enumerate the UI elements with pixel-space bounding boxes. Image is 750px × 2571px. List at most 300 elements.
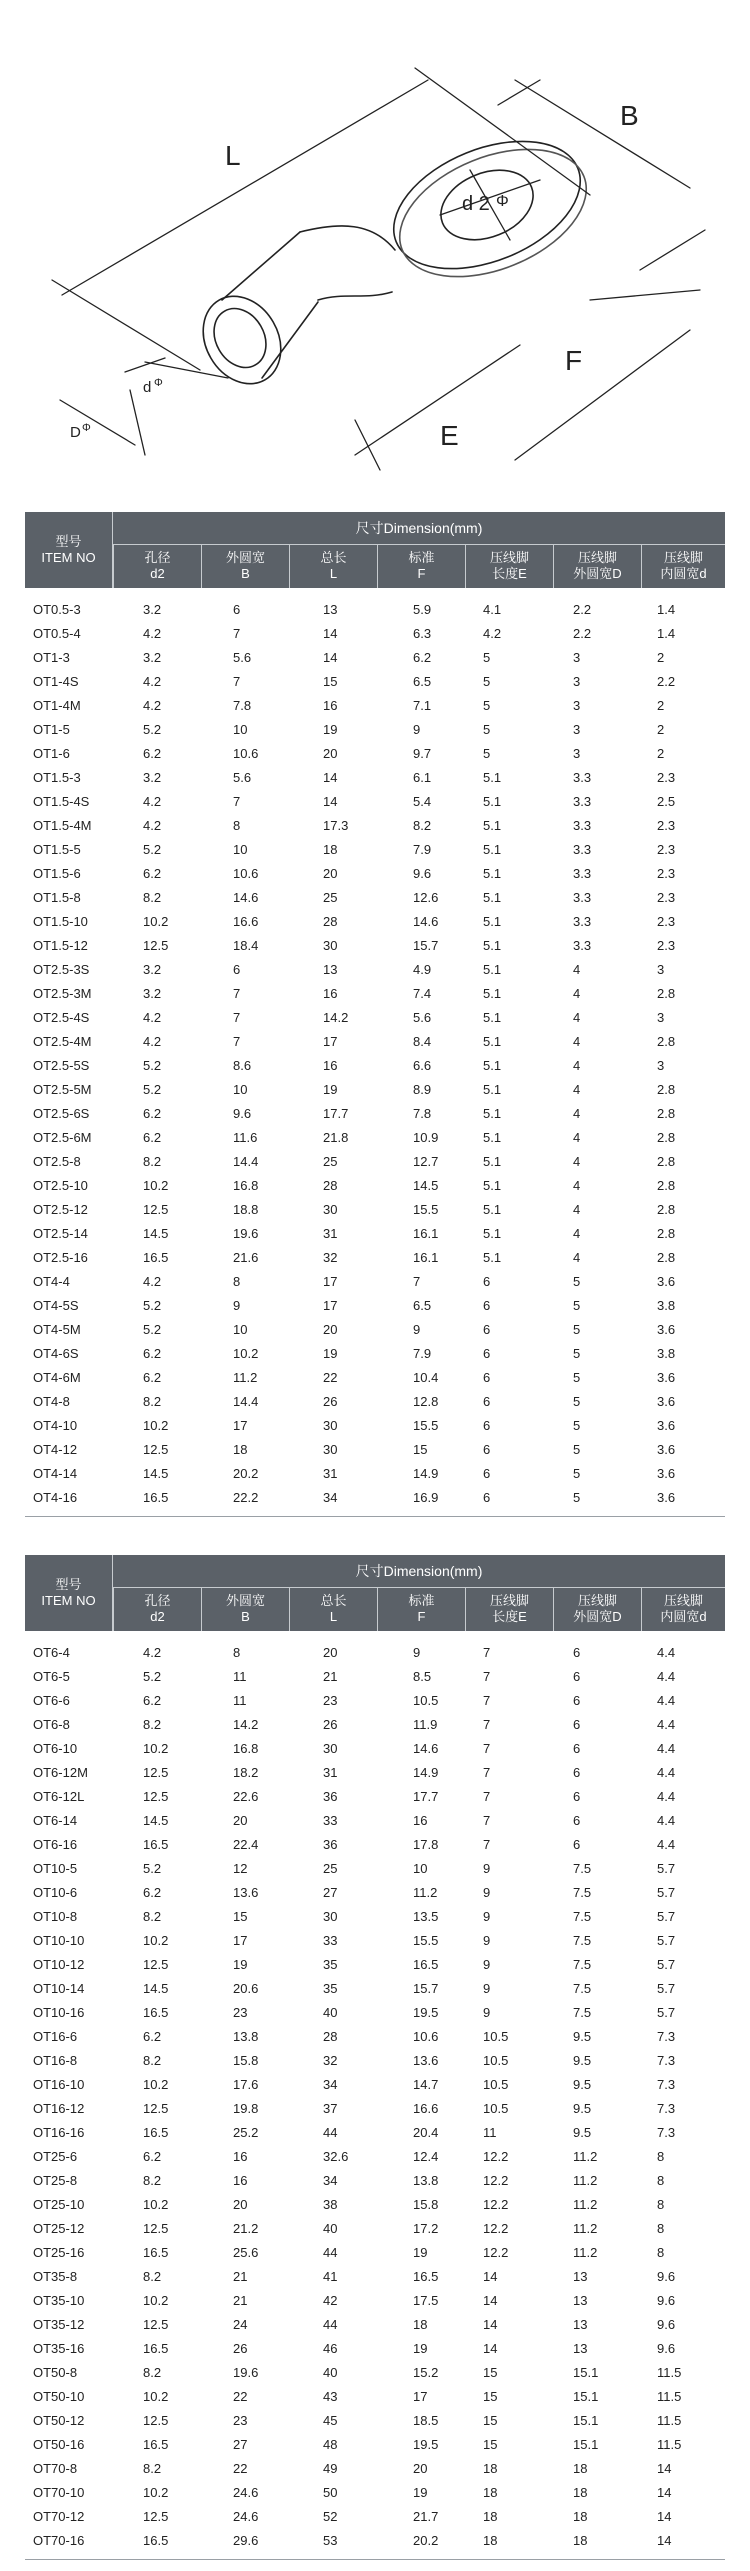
cell-B: 27 [233, 2437, 248, 2452]
table-row [25, 1078, 725, 1102]
cell-B: 14.4 [233, 1394, 259, 1409]
cell-L: 52 [323, 2509, 338, 2524]
cell-d2: 16.5 [143, 2341, 169, 2356]
table-row [25, 862, 725, 886]
cell-D: 4 [573, 1202, 581, 1217]
cell-d2: 5.2 [143, 1058, 162, 1073]
cell-E: 9 [483, 1981, 491, 1996]
table-row [25, 766, 725, 790]
cell-d: 2.8 [657, 1106, 676, 1121]
table-row [25, 1761, 725, 1785]
cell-L: 18 [323, 842, 338, 857]
cell-E: 12.2 [483, 2245, 509, 2260]
cell-L: 36 [323, 1837, 338, 1852]
cell-D: 9.5 [573, 2077, 592, 2092]
cell-model: OT35-12 [33, 2317, 85, 2332]
cell-E: 12.2 [483, 2173, 509, 2188]
cell-d2: 10.2 [143, 2389, 169, 2404]
cell-B: 7 [233, 1010, 241, 1025]
table-row [25, 1126, 725, 1150]
cell-D: 6 [573, 1669, 581, 1684]
cell-d: 2.3 [657, 914, 676, 929]
cell-D: 13 [573, 2293, 588, 2308]
header-model-en: ITEM NO [41, 550, 96, 565]
cell-L: 40 [323, 2221, 338, 2236]
cell-D: 6 [573, 1693, 581, 1708]
table-row [25, 1390, 725, 1414]
cell-E: 5.1 [483, 1202, 502, 1217]
cell-model: OT1.5-4M [33, 818, 92, 833]
cell-F: 16.1 [413, 1250, 439, 1265]
table-row [25, 2193, 725, 2217]
cell-L: 31 [323, 1226, 338, 1241]
cell-d: 2.8 [657, 1130, 676, 1145]
cell-D: 18 [573, 2509, 588, 2524]
cell-F: 14.6 [413, 1741, 439, 1756]
cell-F: 20.4 [413, 2125, 439, 2140]
cell-E: 7 [483, 1765, 491, 1780]
cell-F: 12.4 [413, 2149, 439, 2164]
cell-d2: 8.2 [143, 1909, 162, 1924]
cell-D: 6 [573, 1741, 581, 1756]
cell-B: 18.4 [233, 938, 259, 953]
cell-model: OT6-16 [33, 1837, 78, 1852]
cell-B: 19.6 [233, 2365, 259, 2380]
cell-D: 18 [573, 2461, 588, 2476]
cell-d: 2.8 [657, 986, 676, 1001]
header-model-en: ITEM NO [41, 1593, 96, 1608]
table-row [25, 1857, 725, 1881]
cell-E: 7 [483, 1741, 491, 1756]
cell-d2: 4.2 [143, 794, 162, 809]
cell-d: 2.5 [657, 794, 676, 809]
cell-d2: 5.2 [143, 842, 162, 857]
cell-E: 14 [483, 2341, 498, 2356]
cell-B: 20.2 [233, 1466, 259, 1481]
cell-model: OT0.5-4 [33, 626, 81, 641]
table-row [25, 1294, 725, 1318]
table-row [25, 1270, 725, 1294]
cell-d: 2.3 [657, 770, 676, 785]
cell-B: 22.6 [233, 1789, 259, 1804]
cell-L: 53 [323, 2533, 338, 2548]
cell-d2: 14.5 [143, 1226, 169, 1241]
cell-d2: 6.2 [143, 2029, 162, 2044]
cell-model: OT50-10 [33, 2389, 85, 2404]
cell-d2: 14.5 [143, 1466, 169, 1481]
cell-E: 5.1 [483, 1106, 502, 1121]
cell-E: 6 [483, 1346, 491, 1361]
cell-D: 5 [573, 1274, 581, 1289]
cell-d: 11.5 [657, 2365, 682, 2380]
cell-D: 5 [573, 1298, 581, 1313]
cell-F: 8.2 [413, 818, 432, 833]
cell-E: 18 [483, 2461, 498, 2476]
cell-d2: 10.2 [143, 1418, 169, 1433]
cell-B: 26 [233, 2341, 248, 2356]
cell-B: 22 [233, 2461, 248, 2476]
cell-model: OT50-12 [33, 2413, 85, 2428]
cell-d: 4.4 [657, 1645, 676, 1660]
cell-B: 8 [233, 1274, 241, 1289]
cell-F: 20 [413, 2461, 428, 2476]
cell-D: 4 [573, 1106, 581, 1121]
cell-d: 2 [657, 698, 665, 713]
cell-L: 32.6 [323, 2149, 349, 2164]
cell-B: 7.8 [233, 698, 252, 713]
cell-model: OT6-14 [33, 1813, 78, 1828]
cell-F: 6.6 [413, 1058, 432, 1073]
cell-D: 7.5 [573, 1957, 592, 1972]
cell-F: 9.6 [413, 866, 432, 881]
cell-d2: 8.2 [143, 2365, 162, 2380]
cell-L: 26 [323, 1717, 338, 1732]
label-d-symbol: Φ [154, 377, 163, 389]
cell-L: 33 [323, 1933, 338, 1948]
cell-D: 3.3 [573, 794, 592, 809]
cell-B: 21 [233, 2269, 248, 2284]
cell-F: 7.4 [413, 986, 432, 1001]
cell-E: 6 [483, 1418, 491, 1433]
table-row [25, 1414, 725, 1438]
cell-E: 5.1 [483, 1034, 502, 1049]
cell-d: 2.3 [657, 842, 676, 857]
table-row [25, 2097, 725, 2121]
cell-E: 7 [483, 1693, 491, 1708]
cell-model: OT70-8 [33, 2461, 78, 2476]
header-model-cn: 型号 [55, 1577, 82, 1592]
cell-F: 15.7 [413, 938, 439, 953]
table-row [25, 1737, 725, 1761]
cell-d: 2.8 [657, 1202, 676, 1217]
table-row [25, 1318, 725, 1342]
cell-model: OT2.5-6M [33, 1130, 92, 1145]
cell-F: 7.9 [413, 842, 432, 857]
cell-E: 9 [483, 2005, 491, 2020]
cell-L: 17 [323, 1034, 338, 1049]
cell-d2: 14.5 [143, 1981, 169, 1996]
cell-B: 9.6 [233, 1106, 252, 1121]
cell-D: 4 [573, 1250, 581, 1265]
table-row [25, 2481, 725, 2505]
cell-d2: 6.2 [143, 866, 162, 881]
cell-L: 48 [323, 2437, 338, 2452]
cell-model: OT10-12 [33, 1957, 85, 1972]
cell-d2: 10.2 [143, 1933, 169, 1948]
cell-model: OT2.5-12 [33, 1202, 88, 1217]
cell-model: OT2.5-4M [33, 1034, 92, 1049]
cell-D: 11.2 [573, 2245, 598, 2260]
cell-d2: 8.2 [143, 1394, 162, 1409]
cell-E: 5.1 [483, 1010, 502, 1025]
cell-d: 11.5 [657, 2389, 682, 2404]
cell-L: 19 [323, 1082, 338, 1097]
cell-D: 4 [573, 1130, 581, 1145]
cell-D: 3.3 [573, 914, 592, 929]
table-row [25, 1785, 725, 1809]
cell-F: 16.1 [413, 1226, 439, 1241]
cell-F: 16.5 [413, 1957, 439, 1972]
cell-L: 20 [323, 1322, 338, 1337]
cell-D: 3.3 [573, 770, 592, 785]
cell-model: OT25-10 [33, 2197, 85, 2212]
cell-L: 31 [323, 1765, 338, 1780]
cell-d: 9.6 [657, 2269, 676, 2284]
cell-E: 5.1 [483, 1178, 502, 1193]
cell-d: 1.4 [657, 626, 676, 641]
cell-D: 13 [573, 2317, 588, 2332]
cell-F: 9 [413, 1322, 421, 1337]
cell-F: 11.9 [413, 1717, 438, 1732]
cell-D: 6 [573, 1837, 581, 1852]
cell-d: 14 [657, 2533, 672, 2548]
cell-d2: 8.2 [143, 1717, 162, 1732]
cell-L: 20 [323, 746, 338, 761]
cell-d2: 12.5 [143, 1957, 169, 1972]
cell-B: 22 [233, 2389, 248, 2404]
cell-d: 3.6 [657, 1490, 676, 1505]
cell-D: 2.2 [573, 626, 592, 641]
cell-d2: 10.2 [143, 1741, 169, 1756]
cell-B: 25.6 [233, 2245, 259, 2260]
cell-B: 14.4 [233, 1154, 259, 1169]
cell-D: 9.5 [573, 2101, 592, 2116]
cell-d2: 5.2 [143, 1669, 162, 1684]
cell-F: 15.5 [413, 1418, 439, 1433]
cell-B: 11 [233, 1693, 247, 1708]
cell-D: 7.5 [573, 1909, 592, 1924]
cell-d2: 12.5 [143, 1789, 169, 1804]
cell-d2: 4.2 [143, 626, 162, 641]
cell-model: OT1-6 [33, 746, 70, 761]
cell-B: 11.6 [233, 1130, 258, 1145]
cell-d: 8 [657, 2149, 665, 2164]
cell-E: 5.1 [483, 770, 502, 785]
cell-D: 11.2 [573, 2197, 598, 2212]
cell-model: OT6-4 [33, 1645, 70, 1660]
cell-d2: 4.2 [143, 698, 162, 713]
cell-E: 5.1 [483, 914, 502, 929]
table-row [25, 1689, 725, 1713]
header-col-d: 压线脚 内圆宽d [641, 544, 725, 588]
cell-d2: 5.2 [143, 1861, 162, 1876]
cell-B: 17 [233, 1933, 248, 1948]
cell-model: OT1.5-4S [33, 794, 90, 809]
table-row [25, 646, 725, 670]
cell-B: 6 [233, 602, 241, 617]
cell-F: 19.5 [413, 2005, 439, 2020]
cell-E: 6 [483, 1298, 491, 1313]
cell-d: 7.3 [657, 2029, 676, 2044]
cell-B: 21 [233, 2293, 248, 2308]
cell-F: 9.7 [413, 746, 432, 761]
cell-model: OT1.5-5 [33, 842, 81, 857]
cell-model: OT1.5-12 [33, 938, 88, 953]
table-row [25, 2361, 725, 2385]
cell-D: 11.2 [573, 2173, 598, 2188]
cell-B: 17 [233, 1418, 248, 1433]
table-row [25, 2385, 725, 2409]
cell-F: 10.6 [413, 2029, 439, 2044]
table-row [25, 742, 725, 766]
cell-D: 9.5 [573, 2053, 592, 2068]
cell-E: 5 [483, 650, 491, 665]
cell-D: 2.2 [573, 602, 592, 617]
cell-B: 14.2 [233, 1717, 259, 1732]
cell-model: OT1.5-3 [33, 770, 81, 785]
cell-model: OT25-8 [33, 2173, 78, 2188]
label-d: d [143, 379, 152, 396]
cell-L: 34 [323, 2173, 338, 2188]
cell-F: 13.8 [413, 2173, 439, 2188]
cell-B: 8 [233, 818, 241, 833]
cell-D: 15.1 [573, 2389, 599, 2404]
cell-F: 17.8 [413, 1837, 439, 1852]
table-row [25, 1222, 725, 1246]
cell-E: 12.2 [483, 2197, 509, 2212]
cell-L: 44 [323, 2125, 338, 2140]
cell-L: 14 [323, 626, 338, 641]
cell-B: 5.6 [233, 770, 252, 785]
cell-B: 22.4 [233, 1837, 259, 1852]
cell-d2: 12.5 [143, 2101, 169, 2116]
cell-d2: 3.2 [143, 962, 162, 977]
cell-E: 10.5 [483, 2053, 509, 2068]
cell-model: OT25-16 [33, 2245, 85, 2260]
cell-L: 16 [323, 1058, 338, 1073]
cell-D: 3.3 [573, 866, 592, 881]
cell-F: 16.6 [413, 2101, 439, 2116]
cell-d: 8 [657, 2245, 665, 2260]
cell-F: 15 [413, 1442, 428, 1457]
cell-D: 15.1 [573, 2413, 599, 2428]
cell-F: 13.6 [413, 2053, 439, 2068]
cell-d: 5.7 [657, 1885, 676, 1900]
header-col-F: 标准 F [377, 544, 465, 588]
cell-B: 7 [233, 1034, 241, 1049]
header-col-B: 外圆宽 B [201, 1587, 289, 1631]
cell-L: 30 [323, 1418, 338, 1433]
cell-L: 23 [323, 1693, 338, 1708]
cell-model: OT4-6S [33, 1346, 79, 1361]
table-row [25, 670, 725, 694]
cell-D: 5 [573, 1370, 581, 1385]
cell-d2: 10.2 [143, 2293, 169, 2308]
cell-d: 2.8 [657, 1226, 676, 1241]
cell-F: 7.8 [413, 1106, 432, 1121]
cell-d: 2.3 [657, 890, 676, 905]
cell-d: 14 [657, 2461, 672, 2476]
cell-F: 6.3 [413, 626, 432, 641]
cell-d2: 10.2 [143, 2077, 169, 2092]
table-row [25, 718, 725, 742]
cell-E: 4.2 [483, 626, 502, 641]
table-row [25, 2433, 725, 2457]
cell-E: 6 [483, 1442, 491, 1457]
cell-d2: 3.2 [143, 650, 162, 665]
cell-F: 6.5 [413, 1298, 432, 1313]
cell-d: 14 [657, 2509, 672, 2524]
cell-d: 2.3 [657, 818, 676, 833]
cell-F: 8.9 [413, 1082, 432, 1097]
cell-d2: 16.5 [143, 2437, 169, 2452]
cell-L: 36 [323, 1789, 338, 1804]
cell-E: 6 [483, 1394, 491, 1409]
header-dimension: 尺寸Dimension(mm) [113, 512, 725, 545]
cell-B: 15.8 [233, 2053, 259, 2068]
table-header [25, 512, 725, 588]
cell-d: 5.7 [657, 1933, 676, 1948]
cell-d2: 10.2 [143, 1178, 169, 1193]
ring-terminal-diagram [0, 0, 750, 500]
cell-D: 18 [573, 2485, 588, 2500]
cell-model: OT10-5 [33, 1861, 78, 1876]
cell-d2: 8.2 [143, 890, 162, 905]
cell-d: 4.4 [657, 1813, 676, 1828]
cell-B: 9 [233, 1298, 241, 1313]
cell-d: 2.8 [657, 1178, 676, 1193]
cell-L: 35 [323, 1957, 338, 1972]
cell-E: 18 [483, 2533, 498, 2548]
header-model [25, 512, 113, 588]
cell-model: OT6-6 [33, 1693, 70, 1708]
header-col-L: 总长 L [289, 1587, 377, 1631]
cell-model: OT4-8 [33, 1394, 70, 1409]
cell-d2: 5.2 [143, 1322, 162, 1337]
cell-d: 3.6 [657, 1322, 676, 1337]
cell-L: 34 [323, 2077, 338, 2092]
table-row [25, 1953, 725, 1977]
cell-d2: 3.2 [143, 602, 162, 617]
cell-B: 19 [233, 1957, 248, 1972]
cell-B: 16.8 [233, 1178, 259, 1193]
cell-model: OT16-6 [33, 2029, 78, 2044]
cell-d: 14 [657, 2485, 672, 2500]
cell-model: OT1-4S [33, 674, 79, 689]
cell-model: OT10-14 [33, 1981, 85, 1996]
table-row [25, 622, 725, 646]
cell-B: 6 [233, 962, 241, 977]
cell-D: 6 [573, 1813, 581, 1828]
cell-D: 7.5 [573, 2005, 592, 2020]
cell-d: 3.8 [657, 1346, 676, 1361]
cell-E: 6 [483, 1322, 491, 1337]
cell-d: 11.5 [657, 2413, 682, 2428]
cell-L: 28 [323, 1178, 338, 1193]
cell-B: 7 [233, 674, 241, 689]
cell-d: 7.3 [657, 2077, 676, 2092]
cell-E: 7 [483, 1837, 491, 1852]
cell-B: 7 [233, 626, 241, 641]
cell-model: OT6-12L [33, 1789, 85, 1804]
cell-F: 4.9 [413, 962, 432, 977]
cell-L: 21.8 [323, 1130, 349, 1145]
cell-d: 3 [657, 1010, 665, 1025]
cell-model: OT1-4M [33, 698, 81, 713]
cell-model: OT35-10 [33, 2293, 85, 2308]
cell-model: OT2.5-16 [33, 1250, 88, 1265]
cell-model: OT2.5-4S [33, 1010, 90, 1025]
table-header [25, 1555, 725, 1631]
cell-d: 8 [657, 2221, 665, 2236]
cell-F: 16.9 [413, 1490, 439, 1505]
cell-F: 7.1 [413, 698, 432, 713]
table-row [25, 1977, 725, 2001]
cell-F: 19.5 [413, 2437, 439, 2452]
table-row [25, 2241, 725, 2265]
table-row [25, 1054, 725, 1078]
cell-model: OT10-16 [33, 2005, 85, 2020]
